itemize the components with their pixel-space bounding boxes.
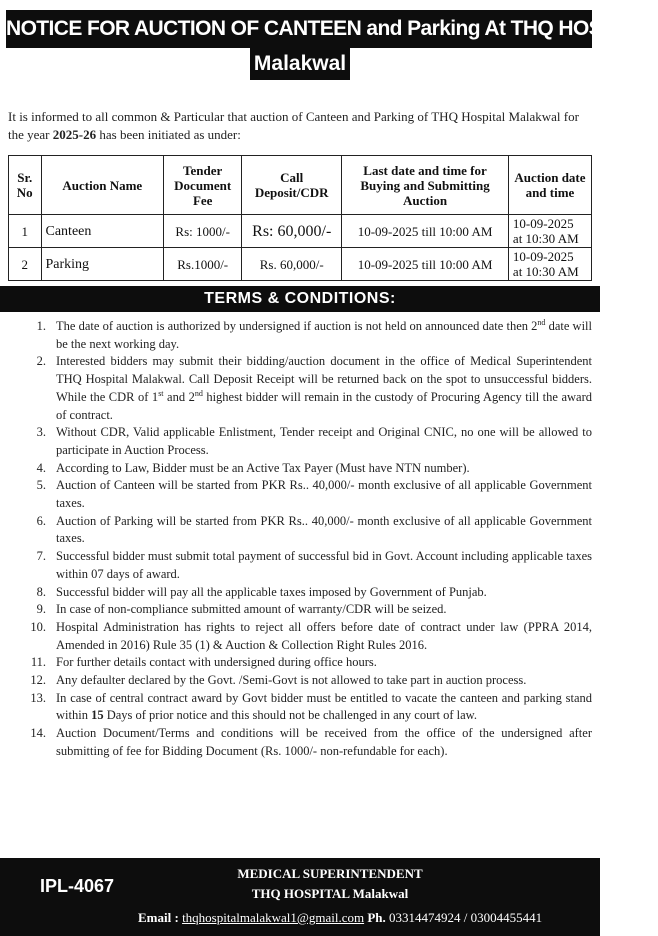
term-text: The date of auction is authorized by undersigned if auction is not held on announced date then 2 [56, 319, 538, 333]
row-sr: 1 [9, 215, 42, 248]
list-item [20, 584, 592, 602]
list-item [20, 353, 592, 424]
term-number: 14. [30, 726, 46, 741]
term-text: Without CDR, Valid applicable Enlistment, Tender receipt and Original CNIC, no one will be allowed to participate in Auction Process. [56, 425, 592, 457]
row-tender-fee: Rs: 1000/- [164, 215, 242, 248]
auction-table [8, 155, 592, 281]
auction-date: 10-09-2025 [512, 216, 574, 231]
term-superscript: st [158, 388, 164, 398]
notice-title-location: Malakwal [250, 48, 350, 80]
term-text: Auction of Parking will be started from PKR Rs.. 40,000/- month exclusive of all applicable Government taxes. [56, 513, 592, 546]
term-text: highest bidder will remain in the custody of Procuring Agency till the award of contract. [56, 389, 592, 422]
term-text: Auction Document/Terms and conditions will be received from the office of the undersigned after submitting of fee for Bidding Document (Rs. 1000/- non-refundable for each). [56, 726, 592, 758]
terms-list [20, 318, 592, 761]
term-number: 7. [36, 549, 46, 564]
row-sr: 2 [9, 248, 42, 281]
auction-time: at 10:30 AM [512, 264, 579, 279]
list-item [20, 601, 592, 619]
header-last-date: Last date and time for Buying and Submitting Auction [342, 156, 509, 215]
phone-numbers: 03314474924 / 03004455441 [389, 910, 543, 925]
term-number: 2. [36, 354, 46, 369]
intro-year: 2025-26 [52, 127, 97, 142]
list-item [20, 548, 592, 583]
term-text: date will be the next working day. [56, 319, 592, 351]
term-number: 10. [30, 619, 46, 634]
list-item [20, 513, 592, 548]
term-superscript: nd [194, 388, 203, 398]
term-number: 9. [36, 602, 46, 617]
term-text: Auction of Canteen will be started from PKR Rs.. 40,000/- month exclusive of all applicable Government taxes. [56, 478, 592, 511]
list-item [20, 424, 592, 459]
row-call-deposit: Rs. 60,000/- [242, 248, 342, 281]
signatory-title: MEDICAL SUPERINTENDENT [237, 866, 423, 881]
header-auction-date: Auction date and time [508, 156, 591, 215]
list-item [20, 654, 592, 672]
header-tender-fee: Tender Document Fee [164, 156, 242, 215]
term-text: Successful bidder will pay all the applicable taxes imposed by Government of Punjab. [56, 584, 487, 599]
term-bold-days: 15 [91, 708, 104, 723]
intro-paragraph [8, 108, 592, 144]
term-number: 11. [30, 655, 46, 670]
phone-label: Ph. [364, 910, 390, 925]
intro-text: It is informed to all common & Particular that auction of Canteen and Parking of THQ Hospital Malakwal for the year [8, 109, 579, 142]
term-text: Hospital Administration has rights to reject all offers before date of contract under law (PPRA 2014, Amended in 2016) Rule 35 (1) & Auction & Collection Right Rules 2016. [56, 619, 592, 652]
row-call-deposit: Rs: 60,000/- [242, 215, 342, 248]
row-tender-fee: Rs.1000/- [164, 248, 242, 281]
header-call-deposit: Call Deposit/CDR [242, 156, 342, 215]
term-number: 3. [36, 425, 46, 440]
auction-table-header-row [9, 156, 592, 215]
list-item [20, 460, 592, 478]
term-number: 13. [30, 690, 46, 705]
list-item [20, 619, 592, 654]
intro-text-end: has been initiated as under: [96, 127, 241, 142]
row-auction-name: Canteen [41, 215, 164, 248]
email-link[interactable]: thqhospitalmalakwal1@gmail.com [182, 910, 365, 925]
table-row [9, 248, 592, 281]
notice-title: NOTICE FOR AUCTION OF CANTEEN and Parking At THQ HOSPITAL [6, 10, 592, 48]
term-text: Days of prior notice and this should not be challenged in any court of law. [103, 708, 477, 723]
email-label: Email : [138, 910, 183, 925]
row-last-date: 10-09-2025 till 10:00 AM [342, 215, 509, 248]
ipl-number: IPL-4067 [40, 876, 115, 896]
term-text: Any defaulter declared by the Govt. /Semi-Govt is not allowed to take part in auction process. [56, 673, 527, 688]
row-auction-name: Parking [41, 248, 164, 281]
term-number: 4. [36, 460, 46, 475]
header-sr-no: Sr. No [9, 156, 42, 215]
list-item [20, 690, 592, 725]
term-text: According to Law, Bidder must be an Active Tax Payer (Must have NTN number). [56, 460, 470, 475]
term-number: 6. [36, 513, 46, 528]
row-auction-date [508, 248, 591, 281]
term-text: In case of central contract award by Govt bidder must be entitled to vacate the canteen and parking stand within [56, 690, 592, 723]
footer-band [0, 858, 600, 936]
signatory-office: THQ HOSPITAL Malakwal [251, 886, 409, 901]
list-item [20, 477, 592, 512]
header-auction-name: Auction Name [41, 156, 164, 215]
list-item [20, 725, 592, 760]
term-text: and 2 [163, 389, 195, 404]
list-item [20, 318, 592, 353]
term-text: For further details contact with undersigned during office hours. [56, 655, 377, 670]
row-last-date: 10-09-2025 till 10:00 AM [342, 248, 509, 281]
auction-date: 10-09-2025 [512, 249, 574, 264]
notice-title-band [0, 10, 658, 80]
term-text: In case of non-compliance submitted amount of warranty/CDR will be seized. [56, 602, 447, 617]
table-row [9, 215, 592, 248]
term-text: Interested bidders may submit their bidding/auction document in the office of Medical Superintendent THQ Hospital Malakwal. Call Deposit Receipt will be returned back on the spot to unsuccessful bidders. While the CDR of 1 [56, 354, 592, 404]
auction-time: at 10:30 AM [512, 231, 579, 246]
term-text: Successful bidder must submit total payment of successful bid in Govt. Account including applicable taxes within 07 days of award. [56, 549, 592, 581]
terms-heading: TERMS & CONDITIONS: [0, 286, 600, 312]
row-auction-date [508, 215, 591, 248]
term-number: 12. [30, 673, 46, 688]
term-number: 1. [36, 319, 46, 333]
list-item [20, 672, 592, 690]
contact-line [138, 910, 598, 926]
term-superscript: nd [537, 317, 546, 327]
term-number: 5. [36, 478, 46, 493]
term-number: 8. [36, 584, 46, 599]
